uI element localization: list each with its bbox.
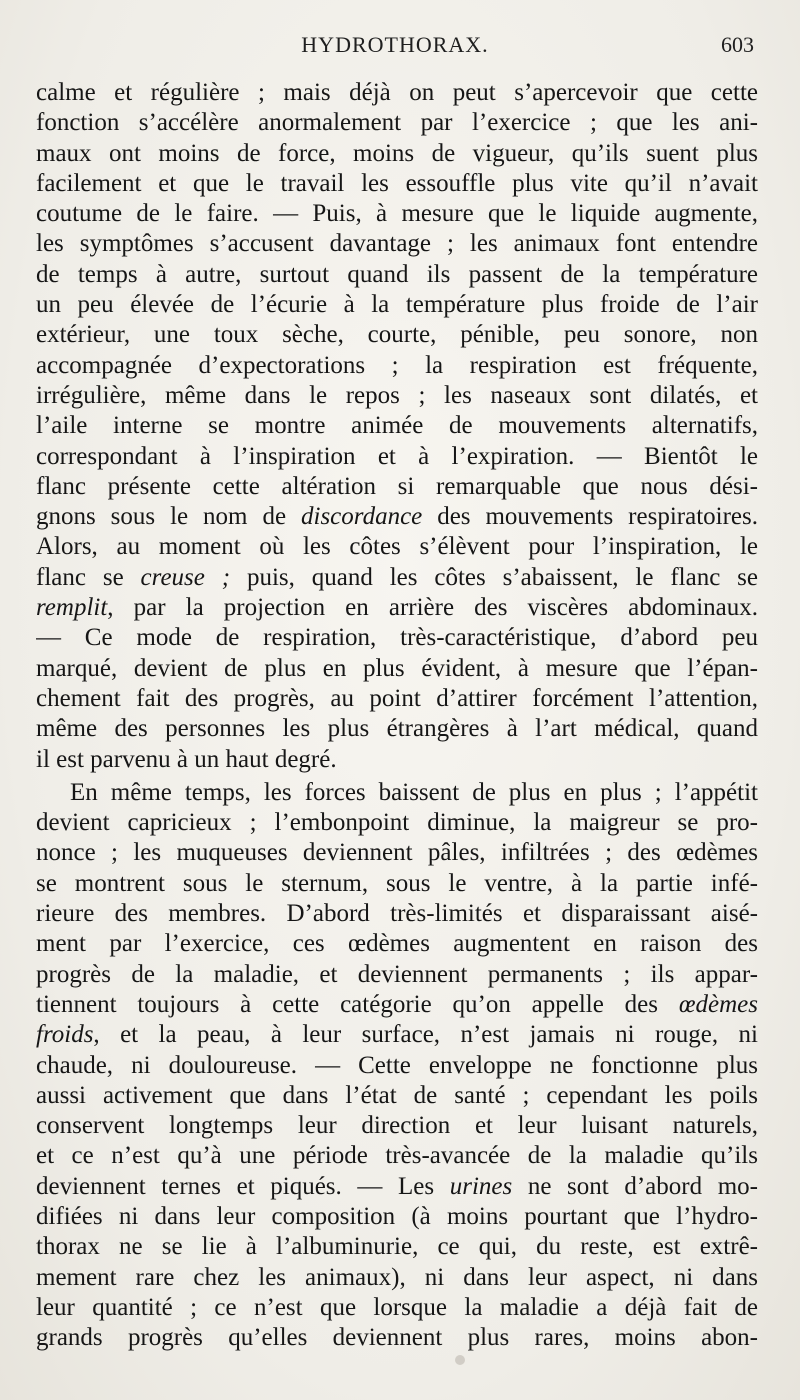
text-line [36,229,758,259]
text-span: un peu élevée de l’écurie à la température plus froide de l’air [36,291,758,319]
text-span: fonction s’accélère anormalement par l’exercice ; que les ani- [36,109,758,137]
text-span: ne sont d’abord mo- [512,1172,758,1200]
text-span: nonce ; les muqueuses deviennent pâles, infiltrées ; des œdèmes [36,839,758,867]
text-span: marqué, devient de plus en plus évident, à mesure que l’épan- [36,654,758,682]
text-line [36,714,758,744]
text-span: thorax ne se lie à l’albuminurie, ce qui, du reste, est extrê- [36,1233,758,1261]
text-span: gnons sous le nom de [36,503,301,531]
text-line [36,990,758,1020]
text-line [36,532,758,562]
text-line [36,623,758,653]
text-line [36,899,758,929]
text-line [36,929,758,959]
italic-span: creuse ; [140,563,231,591]
text-line [36,1232,758,1262]
text-line [36,108,758,138]
text-line [36,1263,758,1293]
text-line [36,1323,758,1353]
text-span: puis, quand les côtes s’abaissent, le flanc se [230,563,758,591]
text-line [36,838,758,868]
text-line [36,411,758,441]
body-text [36,78,758,1353]
running-title: HYDROTHORAX. [301,32,489,57]
text-span: , et la peau, à leur surface, n’est jamais ni rouge, ni [93,1021,758,1049]
text-line [36,381,758,411]
text-span: coutume de le faire. — Puis, à mesure que le liquide augmente, [36,200,758,228]
paragraph [36,78,758,775]
text-line [36,260,758,290]
text-line [36,442,758,472]
text-span: et ce n’est qu’à une période très-avancée de la maladie qu’ils [36,1142,758,1170]
italic-span: remplit [36,594,108,622]
text-line [36,745,758,775]
text-span: , par la projection en arrière des viscères abdominaux. [107,594,758,622]
text-line [36,654,758,684]
text-span: extérieur, une toux sèche, courte, pénible, peu sonore, non [36,321,758,349]
italic-span: froids [36,1021,94,1049]
text-span: deviennent ternes et piqués. — Les [36,1172,450,1200]
text-span: facilement et que le travail les essouffle plus vite qu’il n’avait [36,169,758,197]
running-head [36,32,754,62]
text-span: difiées ni dans leur composition (à moins pourtant que l’hydro- [36,1202,758,1230]
italic-span: œdèmes [678,990,758,1018]
text-line [36,351,758,381]
text-span: aussi activement que dans l’état de santé ; cependant les poils [36,1081,758,1109]
text-span: des mouvements respiratoires. [422,503,758,531]
text-line [36,1020,758,1050]
text-line [36,563,758,593]
text-span: mement rare chez les animaux), ni dans leur aspect, ni dans [36,1263,758,1291]
text-line [36,472,758,502]
text-span: conservent longtemps leur direction et leur luisant naturels, [36,1112,758,1140]
text-line [36,290,758,320]
text-span: tiennent toujours à cette catégorie qu’on appelle des [36,990,679,1018]
italic-span: discordance [301,503,423,531]
text-line [36,960,758,990]
text-span: maux ont moins de force, moins de vigueur, qu’ils suent plus [36,139,758,167]
text-line [36,169,758,199]
text-span: les symptômes s’accusent davantage ; les animaux font entendre [36,230,758,258]
text-line [36,199,758,229]
text-line [36,1081,758,1111]
text-line [36,1202,758,1232]
text-span: correspondant à l’inspiration et à l’expiration. — Bientôt le [36,442,758,470]
italic-span: urines [449,1172,513,1200]
text-span: flanc se [36,563,141,591]
text-span: leur quantité ; ce n’est que lorsque la maladie a déjà fait de [36,1293,758,1321]
text-span: calme et régulière ; mais déjà on peut s’apercevoir que cette [36,79,758,106]
text-span: chaude, ni douloureuse. — Cette enveloppe ne fonctionne plus [36,1051,758,1079]
text-line [36,1293,758,1323]
text-line [36,778,758,808]
text-line [36,320,758,350]
text-span: devient capricieux ; l’embonpoint diminue, la maigreur se pro- [36,809,758,837]
text-line [36,1172,758,1202]
page-number: 603 [721,32,754,57]
paragraph [36,778,758,1354]
text-span: il est parvenu à un haut degré. [36,745,337,773]
ink-spot [455,1355,465,1365]
text-span: irrégulière, même dans le repos ; les naseaux sont dilatés, et [36,381,758,409]
text-span: Alors, au moment où les côtes s’élèvent pour l’inspiration, le [36,533,758,561]
text-line [36,808,758,838]
text-span: grands progrès qu’elles deviennent plus rares, moins abon- [36,1324,758,1352]
text-line [36,869,758,899]
text-line [36,78,758,108]
text-span: chement fait des progrès, au point d’attirer forcément l’attention, [36,684,758,712]
text-span: se montrent sous le sternum, sous le ventre, à la partie infé- [36,869,758,897]
text-span: l’aile interne se montre animée de mouvements alternatifs, [36,412,758,440]
text-span: En même temps, les forces baissent de plus en plus ; l’appétit [70,778,758,806]
text-line [36,139,758,169]
text-line [36,593,758,623]
text-line [36,1111,758,1141]
text-line [36,1051,758,1081]
text-span: — Ce mode de respiration, très-caractéristique, d’abord peu [36,624,758,652]
text-line [36,502,758,532]
text-line [36,1141,758,1171]
text-span: progrès de la maladie, et deviennent permanents ; ils appar- [36,960,758,988]
text-span: ment par l’exercice, ces œdèmes augmentent en raison des [36,930,758,958]
text-line [36,684,758,714]
text-span: même des personnes les plus étrangères à l’art médical, quand [36,715,758,743]
text-span: de temps à autre, surtout quand ils passent de la température [36,260,758,288]
text-span: accompagnée d’expectorations ; la respiration est fréquente, [36,351,758,379]
text-span: flanc présente cette altération si remarquable que nous dési- [36,472,758,500]
text-span: rieure des membres. D’abord très-limités et disparaissant aisé- [36,900,758,928]
